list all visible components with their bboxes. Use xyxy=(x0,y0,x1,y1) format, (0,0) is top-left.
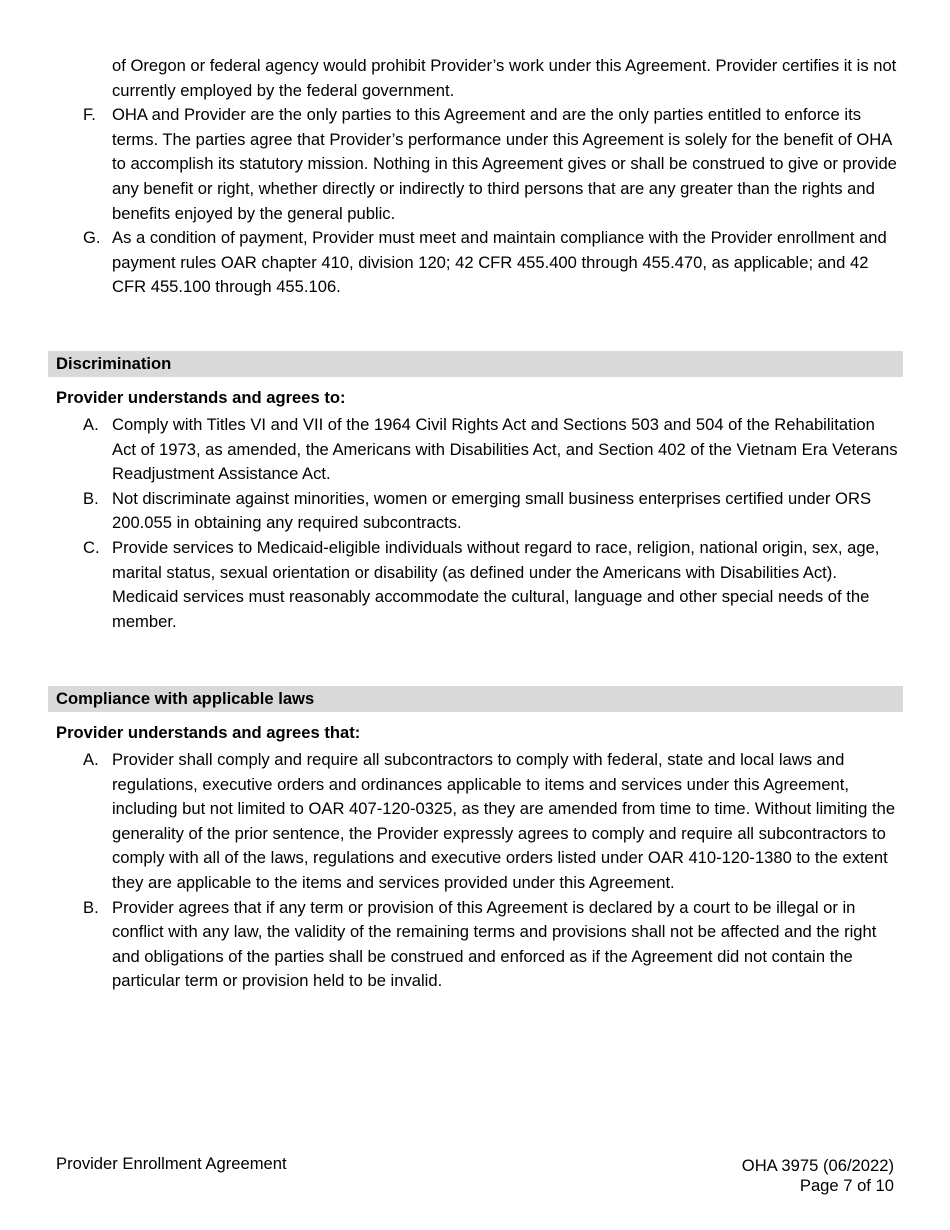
clause-text: OHA and Provider are the only parties to this Agreement and are the only parties entitled to enforce its terms. The parties agree that Provider’s performance under this Agreement is solely for the benefit of OHA to accomplish its statutory mission. Nothing in this Agreement gives or shall be construed to give or provide any benefit or right, whether directly or indirectly to third persons that are any greater than the rights and benefits enjoyed by the general public. xyxy=(112,105,897,223)
footer-form-info xyxy=(742,1156,894,1196)
footer-document-title: Provider Enrollment Agreement xyxy=(56,1154,287,1173)
clause-marker: G. xyxy=(83,228,101,248)
discrimination-clauses xyxy=(0,413,950,634)
compliance-clause-b xyxy=(0,896,950,994)
discrimination-clause-c xyxy=(0,536,950,634)
clause-marker: C. xyxy=(83,537,100,557)
section-title: Compliance with applicable laws xyxy=(56,689,315,708)
compliance-section-header xyxy=(48,686,903,712)
discrimination-clause-list xyxy=(0,413,950,634)
compliance-intro: Provider understands and agrees that: xyxy=(56,723,361,742)
clause-text: Provider shall comply and require all subcontractors to comply with federal, state and local laws and regulations, executive orders and ordinances applicable to items and services under this Agreement, including but not limited to OAR 407-120-0325, as they are amended from time to time. Without limiting the generality of the prior sentence, the Provider expressly agrees to comply and require all subcontractors to comply with all of the laws, regulations and executive orders listed under OAR 410-120-1380 to the extent they are applicable to the items and services provided under this Agreement. xyxy=(112,750,896,892)
compliance-clause-a xyxy=(0,748,950,896)
clause-marker: B. xyxy=(83,488,99,508)
compliance-clauses xyxy=(0,748,950,994)
clause-f xyxy=(0,103,950,226)
clause-text: Provider agrees that if any term or provision of this Agreement is declared by a court to be illegal or in conflict with any law, the validity of the remaining terms and provisions shall not be affected and the right and obligations of the parties shall be construed and enforced as if the Agreement did not contain the particular term or provision held to be invalid. xyxy=(112,897,877,991)
section-title: Discrimination xyxy=(56,354,172,373)
clause-text: Not discriminate against minorities, women or emerging small business enterprises certified under ORS 200.055 in obtaining any required subcontracts. xyxy=(112,488,872,533)
discrimination-clause-b xyxy=(0,487,950,536)
clause-continuation: of Oregon or federal agency would prohibit Provider’s work under this Agreement. Provider certifies it is not currently employed by the federal government. xyxy=(112,56,897,100)
clause-marker: A. xyxy=(83,415,99,434)
discrimination-clause-a xyxy=(0,413,950,487)
clause-marker: F. xyxy=(83,105,96,125)
clause-text: Provide services to Medicaid-eligible individuals without regard to race, religion, national origin, sex, age, marital status, sexual orientation or disability (as defined under the Americans with Disabilities Act). Medicaid services must reasonably accommodate the cultural, language and other special needs of the member. xyxy=(112,537,880,631)
clause-text: Comply with Titles VI and VII of the 1964 Civil Rights Act and Sections 503 and 504 of the Rehabilitation Act of 1973, as amended, the Americans with Disabilities Act, and Section 402 of the Vietnam Era Veterans Readjustment Assistance Act. xyxy=(112,415,898,484)
clause-text: As a condition of payment, Provider must meet and maintain compliance with the Provider enrollment and payment rules OAR chapter 410, division 120; 42 CFR 455.400 through 455.470, as applicable; and 42 CFR 455.100 through 455.106. xyxy=(112,228,887,297)
clause-marker: A. xyxy=(83,750,99,769)
clause-marker: B. xyxy=(83,897,99,917)
footer-page-number: Page 7 of 10 xyxy=(799,1176,894,1195)
discrimination-intro: Provider understands and agrees to: xyxy=(56,388,346,407)
top-clauses xyxy=(0,54,950,300)
compliance-clause-list xyxy=(0,748,950,994)
footer-form-number: OHA 3975 (06/2022) xyxy=(741,1156,894,1175)
top-clause-list xyxy=(0,103,950,300)
discrimination-section-header xyxy=(48,351,903,377)
clause-g xyxy=(0,226,950,300)
